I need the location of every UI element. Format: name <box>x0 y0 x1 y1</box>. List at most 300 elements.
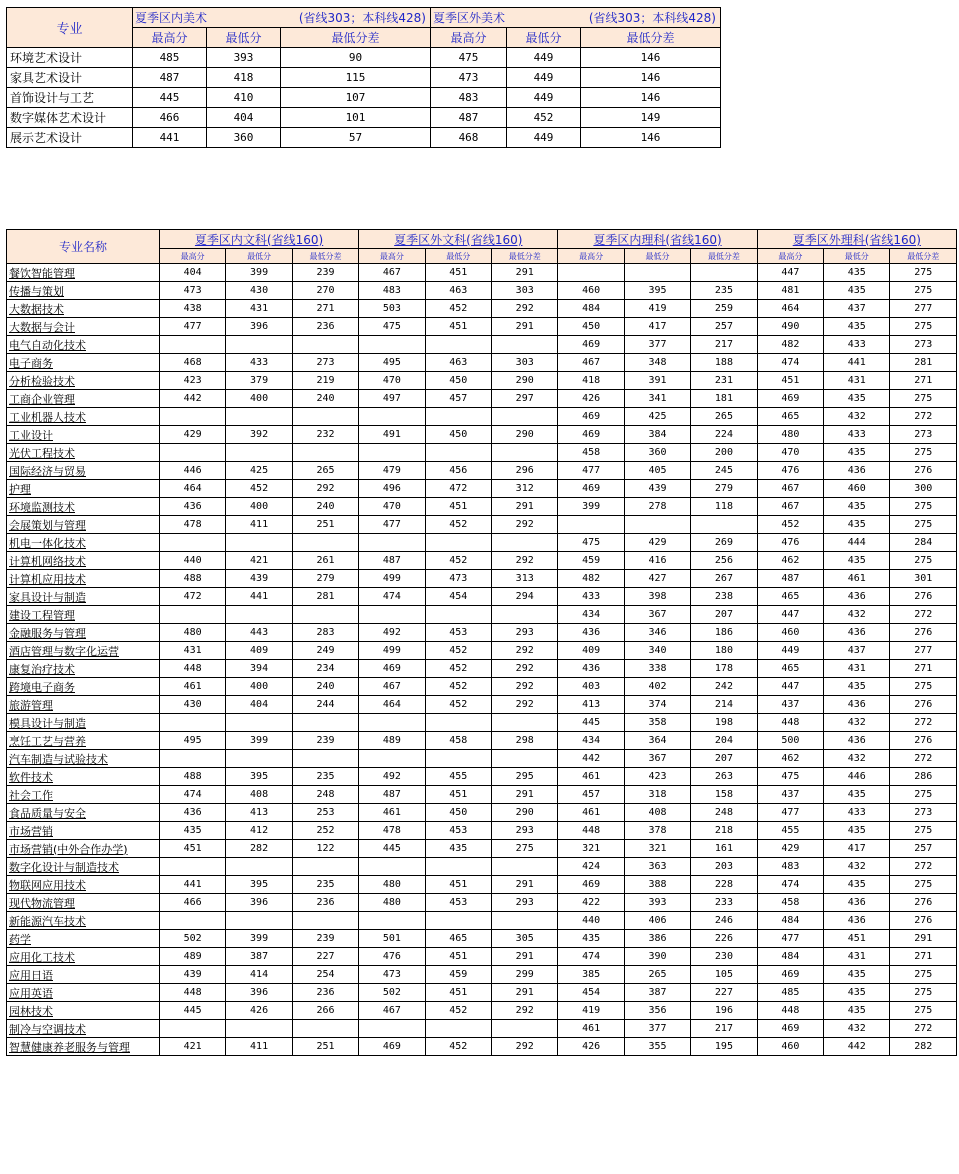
score-cell: 460 <box>824 480 890 498</box>
score-cell: 181 <box>691 390 757 408</box>
major-name-cell: 软件技术 <box>7 768 160 786</box>
major-name-cell: 模具设计与制造 <box>7 714 160 732</box>
score-cell: 252 <box>292 822 358 840</box>
score-cell: 435 <box>824 822 890 840</box>
score-cell <box>292 714 358 732</box>
table-row <box>7 318 957 336</box>
score-cell <box>226 606 292 624</box>
score-cell: 439 <box>624 480 690 498</box>
score-cell: 276 <box>890 912 957 930</box>
score-cell: 454 <box>425 588 491 606</box>
score-cell: 462 <box>757 552 823 570</box>
score-cell <box>359 408 425 426</box>
score-cell: 275 <box>890 678 957 696</box>
score-cell: 436 <box>159 804 225 822</box>
score-cell: 484 <box>558 300 624 318</box>
score-cell <box>226 534 292 552</box>
score-cell: 107 <box>281 88 431 108</box>
score-cell <box>425 1020 491 1038</box>
score-cell: 214 <box>691 696 757 714</box>
score-cell <box>492 444 558 462</box>
major-name-cell: 现代物流管理 <box>7 894 160 912</box>
score-cell: 449 <box>507 48 581 68</box>
score-cell: 478 <box>159 516 225 534</box>
sub-header-cell: 最高分 <box>159 249 225 264</box>
score-cell: 281 <box>890 354 957 372</box>
score-cell: 281 <box>292 588 358 606</box>
score-cell: 293 <box>492 894 558 912</box>
score-cell: 469 <box>359 1038 425 1056</box>
score-cell: 435 <box>824 318 890 336</box>
score-cell: 273 <box>890 426 957 444</box>
score-cell <box>226 912 292 930</box>
sub-header-cell: 最低分 <box>207 28 281 48</box>
score-cell: 296 <box>492 462 558 480</box>
score-cell: 429 <box>159 426 225 444</box>
score-cell <box>425 714 491 732</box>
sub-header-cell: 最低分差 <box>292 249 358 264</box>
score-cell <box>226 714 292 732</box>
score-cell: 283 <box>292 624 358 642</box>
table-row <box>7 552 957 570</box>
score-cell: 452 <box>425 696 491 714</box>
score-cell: 496 <box>359 480 425 498</box>
score-cell: 249 <box>292 642 358 660</box>
score-cell: 474 <box>558 948 624 966</box>
sub-header-cell: 最低分 <box>824 249 890 264</box>
score-cell: 436 <box>824 588 890 606</box>
score-cell: 469 <box>558 480 624 498</box>
score-cell: 465 <box>757 660 823 678</box>
table-row <box>7 624 957 642</box>
score-cell: 275 <box>890 282 957 300</box>
score-cell: 435 <box>824 1002 890 1020</box>
score-cell: 439 <box>226 570 292 588</box>
score-cell: 219 <box>292 372 358 390</box>
score-cell <box>292 858 358 876</box>
score-cell: 477 <box>757 930 823 948</box>
score-cell: 230 <box>691 948 757 966</box>
major-name-cell: 新能源汽车技术 <box>7 912 160 930</box>
score-cell: 497 <box>359 390 425 408</box>
score-cell <box>226 750 292 768</box>
table-row <box>7 282 957 300</box>
score-cell: 387 <box>624 984 690 1002</box>
score-cell: 473 <box>359 966 425 984</box>
score-cell: 275 <box>890 264 957 282</box>
score-cell: 393 <box>207 48 281 68</box>
score-cell: 440 <box>558 912 624 930</box>
score-cell: 245 <box>691 462 757 480</box>
score-cell: 430 <box>226 282 292 300</box>
score-cell: 475 <box>558 534 624 552</box>
score-cell: 433 <box>824 804 890 822</box>
score-cell: 469 <box>757 966 823 984</box>
score-cell: 432 <box>824 1020 890 1038</box>
score-cell: 473 <box>425 570 491 588</box>
score-cell: 500 <box>757 732 823 750</box>
score-cell: 224 <box>691 426 757 444</box>
score-cell <box>492 1020 558 1038</box>
score-cell: 495 <box>159 732 225 750</box>
major-name-cell: 电子商务 <box>7 354 160 372</box>
score-cell: 468 <box>159 354 225 372</box>
table-row <box>7 108 721 128</box>
score-cell <box>159 858 225 876</box>
score-cell: 275 <box>492 840 558 858</box>
sub-header-cell: 最低分差 <box>492 249 558 264</box>
score-cell: 240 <box>292 390 358 408</box>
score-cell: 487 <box>133 68 207 88</box>
score-cell: 440 <box>159 552 225 570</box>
score-cell: 291 <box>492 318 558 336</box>
score-cell: 244 <box>292 696 358 714</box>
score-cell: 265 <box>292 462 358 480</box>
score-cell: 421 <box>159 1038 225 1056</box>
table-row <box>7 822 957 840</box>
score-cell <box>226 444 292 462</box>
major-name-cell: 工商企业管理 <box>7 390 160 408</box>
score-cell: 451 <box>425 876 491 894</box>
score-cell: 292 <box>492 1038 558 1056</box>
major-name-cell: 食品质量与安全 <box>7 804 160 822</box>
score-cell: 451 <box>159 840 225 858</box>
major-name-cell: 应用化工技术 <box>7 948 160 966</box>
score-cell: 292 <box>492 1002 558 1020</box>
score-cell: 434 <box>558 606 624 624</box>
score-cell: 409 <box>558 642 624 660</box>
score-cell <box>159 336 225 354</box>
score-cell: 395 <box>226 768 292 786</box>
score-cell: 467 <box>757 480 823 498</box>
score-cell: 412 <box>226 822 292 840</box>
table-row <box>7 966 957 984</box>
score-cell: 451 <box>425 264 491 282</box>
score-cell: 232 <box>292 426 358 444</box>
score-cell: 437 <box>757 786 823 804</box>
score-cell <box>292 444 358 462</box>
score-cell: 469 <box>558 408 624 426</box>
major-name-cell: 计算机应用技术 <box>7 570 160 588</box>
table-row <box>7 128 721 148</box>
score-cell <box>425 858 491 876</box>
score-cell: 423 <box>159 372 225 390</box>
sub-header-cell: 最低分差 <box>890 249 957 264</box>
score-cell: 438 <box>159 300 225 318</box>
table-row <box>7 68 721 88</box>
score-cell: 430 <box>159 696 225 714</box>
major-name-cell: 酒店管理与数字化运营 <box>7 642 160 660</box>
table-row <box>7 426 957 444</box>
score-cell: 469 <box>359 660 425 678</box>
group-header: 夏季区外文科(省线160) <box>359 230 558 249</box>
score-cell: 466 <box>159 894 225 912</box>
score-cell: 484 <box>757 912 823 930</box>
score-cell: 455 <box>757 822 823 840</box>
major-name-cell: 工业机器人技术 <box>7 408 160 426</box>
score-cell: 426 <box>558 1038 624 1056</box>
score-cell: 272 <box>890 858 957 876</box>
score-cell: 272 <box>890 750 957 768</box>
score-cell: 480 <box>757 426 823 444</box>
score-cell: 423 <box>624 768 690 786</box>
score-cell: 275 <box>890 966 957 984</box>
score-cell <box>159 750 225 768</box>
score-cell: 196 <box>691 1002 757 1020</box>
score-cell: 321 <box>624 840 690 858</box>
score-cell: 435 <box>824 984 890 1002</box>
group-header: 夏季区内文科(省线160) <box>159 230 358 249</box>
score-cell: 472 <box>425 480 491 498</box>
score-cell <box>558 264 624 282</box>
score-cell: 437 <box>757 696 823 714</box>
score-cell: 265 <box>624 966 690 984</box>
score-cell: 470 <box>359 372 425 390</box>
score-cell: 146 <box>581 48 721 68</box>
score-cell: 400 <box>226 390 292 408</box>
score-cell: 436 <box>824 462 890 480</box>
table-row <box>7 498 957 516</box>
score-cell: 393 <box>624 894 690 912</box>
score-cell: 279 <box>691 480 757 498</box>
score-cell: 481 <box>757 282 823 300</box>
score-cell <box>492 534 558 552</box>
score-cell: 408 <box>624 804 690 822</box>
sub-header-cell: 最高分 <box>558 249 624 264</box>
score-cell: 367 <box>624 750 690 768</box>
score-cell: 432 <box>824 750 890 768</box>
score-cell: 447 <box>757 606 823 624</box>
score-cell: 472 <box>159 588 225 606</box>
score-cell: 459 <box>558 552 624 570</box>
score-cell: 467 <box>359 1002 425 1020</box>
table-row <box>7 48 721 68</box>
score-cell: 266 <box>292 1002 358 1020</box>
score-cell <box>425 444 491 462</box>
score-cell: 441 <box>159 876 225 894</box>
table-row <box>7 912 957 930</box>
score-cell: 240 <box>292 678 358 696</box>
score-cell: 442 <box>159 390 225 408</box>
major-name-column-header: 专业名称 <box>7 230 160 264</box>
score-cell: 425 <box>226 462 292 480</box>
score-cell: 502 <box>359 984 425 1002</box>
major-name-cell: 环境监测技术 <box>7 498 160 516</box>
major-name-cell: 分析检验技术 <box>7 372 160 390</box>
score-cell: 436 <box>558 660 624 678</box>
score-cell: 161 <box>691 840 757 858</box>
score-cell: 392 <box>226 426 292 444</box>
score-cell: 461 <box>558 804 624 822</box>
score-cell: 469 <box>558 876 624 894</box>
score-cell: 404 <box>159 264 225 282</box>
score-cell: 363 <box>624 858 690 876</box>
table-row <box>7 750 957 768</box>
art-score-table <box>6 7 721 148</box>
score-cell: 418 <box>558 372 624 390</box>
score-cell: 492 <box>359 768 425 786</box>
score-cell <box>226 408 292 426</box>
score-cell: 461 <box>558 768 624 786</box>
score-cell: 416 <box>624 552 690 570</box>
score-cell: 456 <box>425 462 491 480</box>
score-cell: 403 <box>558 678 624 696</box>
score-cell: 146 <box>581 68 721 88</box>
score-cell: 338 <box>624 660 690 678</box>
major-name-cell: 智慧健康养老服务与管理 <box>7 1038 160 1056</box>
score-cell: 435 <box>558 930 624 948</box>
score-cell: 396 <box>226 318 292 336</box>
score-cell: 282 <box>890 1038 957 1056</box>
score-cell: 447 <box>757 678 823 696</box>
score-cell: 469 <box>757 390 823 408</box>
score-cell: 272 <box>890 408 957 426</box>
score-cell: 240 <box>292 498 358 516</box>
score-cell: 408 <box>226 786 292 804</box>
score-cell: 474 <box>359 588 425 606</box>
score-cell: 394 <box>226 660 292 678</box>
score-cell: 284 <box>890 534 957 552</box>
score-cell: 271 <box>890 660 957 678</box>
score-cell: 480 <box>359 876 425 894</box>
score-cell <box>691 264 757 282</box>
table-row <box>7 336 957 354</box>
score-cell: 431 <box>824 660 890 678</box>
score-cell: 482 <box>558 570 624 588</box>
score-cell: 217 <box>691 336 757 354</box>
score-cell: 292 <box>492 300 558 318</box>
score-cell: 275 <box>890 390 957 408</box>
table-row <box>7 858 957 876</box>
score-cell: 431 <box>159 642 225 660</box>
major-name-cell: 工业设计 <box>7 426 160 444</box>
score-cell: 469 <box>757 1020 823 1038</box>
score-cell: 291 <box>890 930 957 948</box>
score-cell: 479 <box>359 462 425 480</box>
score-cell: 487 <box>359 552 425 570</box>
score-cell: 426 <box>558 390 624 408</box>
score-cell: 226 <box>691 930 757 948</box>
score-cell: 275 <box>890 822 957 840</box>
score-cell: 469 <box>558 426 624 444</box>
major-name-cell: 会展策划与管理 <box>7 516 160 534</box>
score-cell: 364 <box>624 732 690 750</box>
score-cell: 292 <box>492 642 558 660</box>
score-cell: 233 <box>691 894 757 912</box>
major-name-cell: 社会工作 <box>7 786 160 804</box>
score-cell: 406 <box>624 912 690 930</box>
score-cell: 418 <box>207 68 281 88</box>
score-cell: 465 <box>757 408 823 426</box>
score-cell: 413 <box>558 696 624 714</box>
sub-header-cell: 最高分 <box>133 28 207 48</box>
score-cell: 467 <box>558 354 624 372</box>
score-cell: 466 <box>133 108 207 128</box>
score-cell: 275 <box>890 1002 957 1020</box>
group-header-outer-art <box>431 8 721 28</box>
score-cell: 446 <box>159 462 225 480</box>
major-name-cell: 护理 <box>7 480 160 498</box>
score-cell: 452 <box>425 1002 491 1020</box>
score-cell <box>359 858 425 876</box>
score-cell: 291 <box>492 876 558 894</box>
score-cell: 436 <box>824 624 890 642</box>
score-cell: 305 <box>492 930 558 948</box>
score-cell: 409 <box>226 642 292 660</box>
score-cell: 453 <box>425 624 491 642</box>
score-cell: 432 <box>824 714 890 732</box>
score-cell <box>359 714 425 732</box>
score-cell: 470 <box>757 444 823 462</box>
score-cell: 404 <box>207 108 281 128</box>
score-cell: 257 <box>890 840 957 858</box>
score-cell: 405 <box>624 462 690 480</box>
table-row <box>7 88 721 108</box>
score-cell: 448 <box>558 822 624 840</box>
score-cell: 384 <box>624 426 690 444</box>
major-name-cell: 市场营销(中外合作办学) <box>7 840 160 858</box>
score-cell: 387 <box>226 948 292 966</box>
major-name-cell: 数字媒体艺术设计 <box>7 108 133 128</box>
major-name-cell: 康复治疗技术 <box>7 660 160 678</box>
score-cell: 452 <box>425 660 491 678</box>
score-cell: 483 <box>431 88 507 108</box>
score-cell: 207 <box>691 606 757 624</box>
score-cell: 488 <box>159 768 225 786</box>
score-cell: 429 <box>757 840 823 858</box>
score-cell: 276 <box>890 732 957 750</box>
score-cell: 178 <box>691 660 757 678</box>
score-cell: 341 <box>624 390 690 408</box>
score-cell: 437 <box>824 642 890 660</box>
score-cell: 115 <box>281 68 431 88</box>
score-cell: 465 <box>757 588 823 606</box>
group-header-inner-art <box>133 8 431 28</box>
score-cell: 461 <box>824 570 890 588</box>
table-row <box>7 930 957 948</box>
score-cell: 490 <box>757 318 823 336</box>
group-title: 夏季区外美术 <box>433 11 506 25</box>
score-cell: 452 <box>425 678 491 696</box>
score-cell: 303 <box>492 354 558 372</box>
score-cell: 461 <box>159 678 225 696</box>
score-cell: 259 <box>691 300 757 318</box>
score-cell: 452 <box>425 300 491 318</box>
score-cell: 400 <box>226 498 292 516</box>
score-cell: 467 <box>359 678 425 696</box>
table-row <box>7 984 957 1002</box>
score-cell: 435 <box>824 678 890 696</box>
sub-header-cell: 最低分差 <box>281 28 431 48</box>
score-cell: 442 <box>824 1038 890 1056</box>
score-cell: 90 <box>281 48 431 68</box>
score-cell: 278 <box>624 498 690 516</box>
score-cell: 475 <box>359 318 425 336</box>
score-cell <box>624 264 690 282</box>
table-row <box>7 948 957 966</box>
score-cell: 451 <box>425 786 491 804</box>
major-name-cell: 家具艺术设计 <box>7 68 133 88</box>
score-cell: 460 <box>757 624 823 642</box>
score-cell: 431 <box>824 372 890 390</box>
table-row <box>7 804 957 822</box>
score-cell: 385 <box>558 966 624 984</box>
score-cell <box>359 606 425 624</box>
score-cell: 227 <box>691 984 757 1002</box>
score-cell: 457 <box>425 390 491 408</box>
score-cell: 291 <box>492 498 558 516</box>
score-cell: 483 <box>757 858 823 876</box>
